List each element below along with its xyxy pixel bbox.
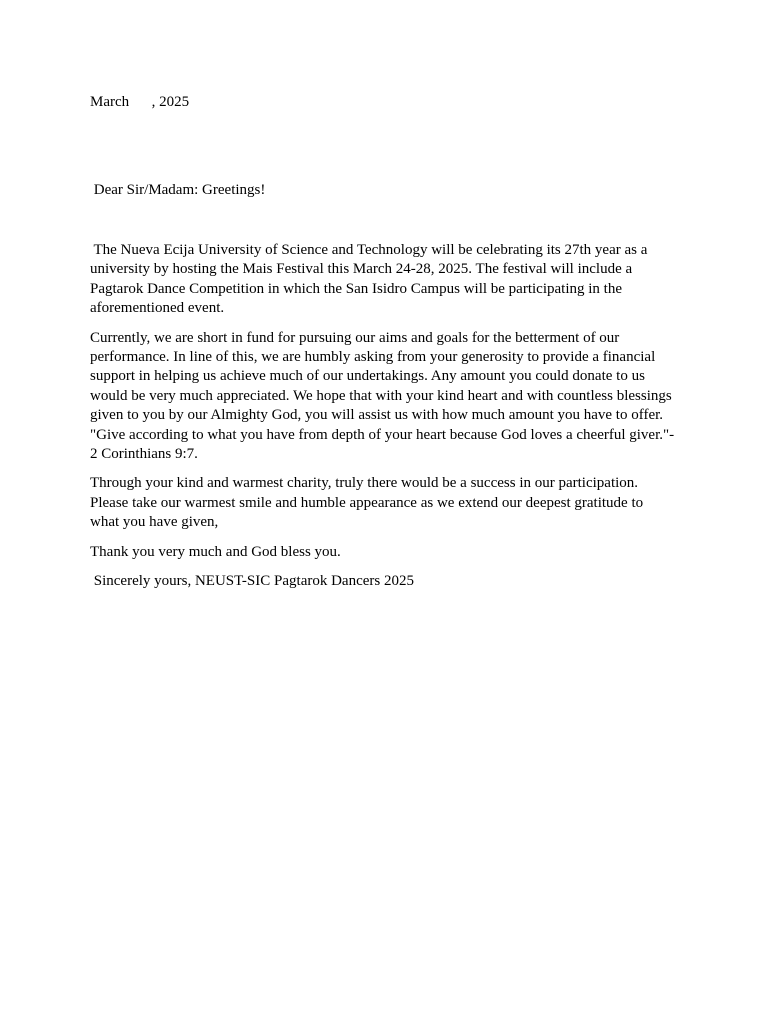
paragraph-line: would be very much appreciated. We hope that with your kind heart and with countless blessings bbox=[90, 387, 672, 404]
paragraph-line: Pagtarok Dance Competition in which the San Isidro Campus will be participating in the bbox=[90, 280, 622, 297]
letter-salutation: Dear Sir/Madam: Greetings! bbox=[90, 182, 266, 198]
paragraph-line: Currently, we are short in fund for pursuing our aims and goals for the betterment of our bbox=[90, 329, 620, 346]
paragraph-line: given to you by our Almighty God, you will assist us with how much amount you have to offer. bbox=[90, 407, 664, 424]
paragraph-line: The Nueva Ecija University of Science and Technology will be celebrating its 27th year as a bbox=[90, 242, 648, 258]
paragraph-gratitude bbox=[90, 474, 682, 532]
paragraph-line: university by hosting the Mais Festival this March 24-28, 2025. The festival will include a bbox=[90, 261, 633, 278]
letter-signoff: Sincerely yours, NEUST-SIC Pagtarok Dancers 2025 bbox=[90, 573, 414, 590]
paragraph-line: performance. In line of this, we are humbly asking from your generosity to provide a financial bbox=[90, 349, 656, 366]
letter-date: March , 2025 bbox=[90, 94, 190, 110]
paragraph-line: Please take our warmest smile and humble appearance as we extend our deepest gratitude to bbox=[90, 494, 644, 511]
paragraph-line: Through your kind and warmest charity, truly there would be a success in our participation. bbox=[90, 475, 639, 492]
paragraph-request bbox=[90, 329, 682, 465]
letter-body bbox=[90, 241, 682, 602]
paragraph-festival bbox=[90, 241, 682, 319]
letter-closing: Thank you very much and God bless you. bbox=[90, 543, 341, 560]
paragraph-line: 2 Corinthians 9:7. bbox=[90, 446, 198, 463]
paragraph-line: support in helping us achieve much of our undertakings. Any amount you could donate to us bbox=[90, 368, 645, 385]
paragraph-line: what you have given, bbox=[90, 514, 219, 531]
paragraph-line: aforementioned event. bbox=[90, 300, 225, 317]
paragraph-line: "Give according to what you have from depth of your heart because God loves a cheerful giver."- bbox=[90, 426, 675, 443]
